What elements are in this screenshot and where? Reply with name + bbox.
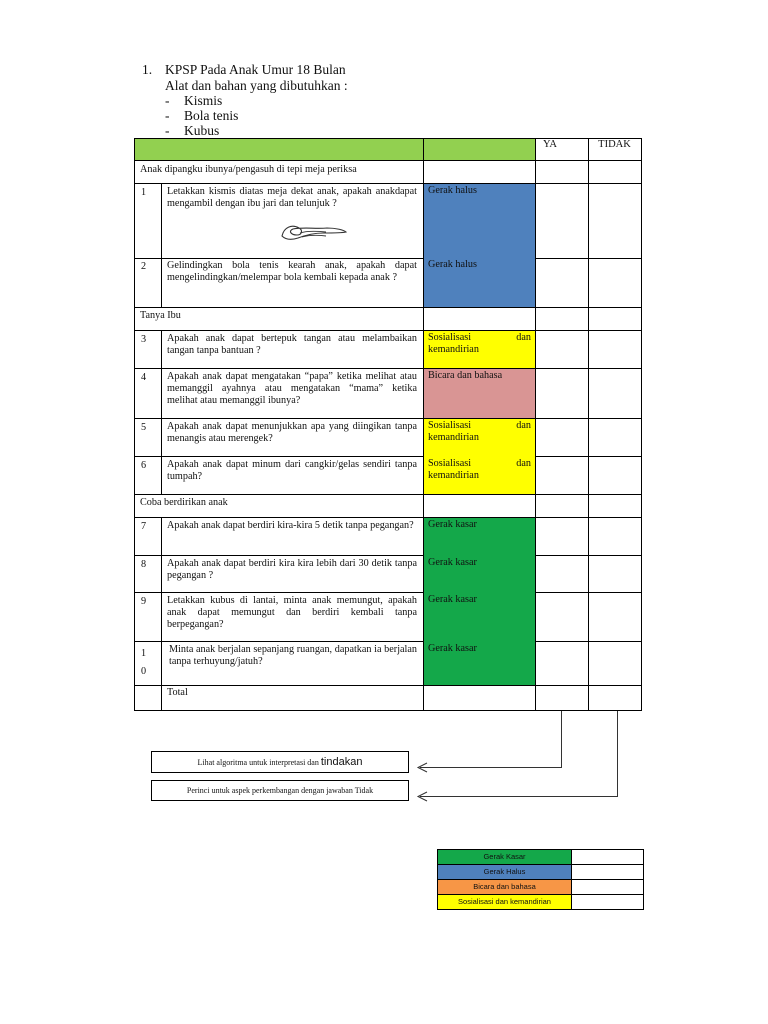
row-number: 6 bbox=[141, 460, 147, 471]
tidak-answer-column[interactable] bbox=[589, 161, 640, 709]
tool-item-bola-tenis: Bola tenis bbox=[184, 108, 239, 123]
domain-label: Gerak kasar bbox=[428, 557, 477, 568]
question-text: Minta anak berjalan sepanjang ruangan, dapatkan ia berjalan tanpa terhuyung/jatuh? bbox=[169, 644, 417, 668]
domain-label: Sosialisasi dan kemandirian bbox=[428, 332, 531, 356]
table-border bbox=[135, 641, 423, 642]
question-text: Apakah anak dapat bertepuk tangan atau melambaikan tangan tanpa bantuan ? bbox=[167, 333, 417, 357]
question-text: Apakah anak dapat mengatakan “papa” ketika melihat atau memanggil ayahnya atau mengatakan “mama” ketika melihat atau memanggil ibunya? bbox=[167, 371, 417, 407]
question-text: Gelindingkan bola tenis kearah anak, apakah dapat mengelindingkan/melempar bola kembali kepada anak ? bbox=[167, 260, 417, 284]
legend-table bbox=[437, 849, 644, 912]
row-number: 4 bbox=[141, 372, 147, 383]
domain-label: Gerak kasar bbox=[428, 594, 477, 605]
legend-bicara-bahasa: Bicara dan bahasa bbox=[437, 879, 572, 895]
table-border bbox=[135, 368, 642, 369]
domain-label: Gerak kasar bbox=[428, 643, 477, 654]
legend-blank bbox=[571, 879, 644, 895]
column-header-tidak: TIDAK bbox=[598, 139, 631, 150]
domain-label: Sosialisasi dan kemandirian bbox=[428, 420, 531, 444]
legend-blank bbox=[571, 894, 644, 910]
note-perinci bbox=[151, 780, 409, 801]
table-border bbox=[423, 138, 424, 711]
table-border bbox=[135, 685, 642, 686]
question-text: Letakkan kismis diatas meja dekat anak, apakah anakdapat mengambil dengan ibu jari dan telunjuk ? bbox=[167, 186, 417, 210]
connector-line bbox=[420, 796, 618, 797]
question-text: Apakah anak dapat minum dari cangkir/gelas sendiri tanpa tumpah? bbox=[167, 459, 417, 483]
table-border bbox=[135, 592, 423, 593]
pinch-grasp-drawing bbox=[276, 218, 352, 246]
connector-line bbox=[420, 767, 562, 768]
arrow-left-icon bbox=[416, 791, 428, 802]
row-number: 2 bbox=[141, 261, 147, 272]
ya-answer-column[interactable] bbox=[536, 161, 587, 709]
legend-gerak-halus: Gerak Halus bbox=[437, 864, 572, 880]
table-border bbox=[135, 160, 642, 161]
total-label: Total bbox=[167, 687, 188, 698]
row-number: 9 bbox=[141, 596, 147, 607]
question-text: Apakah anak dapat berdiri kira-kira 5 detik tanpa pegangan? bbox=[167, 520, 414, 531]
row-number: 8 bbox=[141, 559, 147, 570]
question-text: Apakah anak dapat berdiri kira kira lebih dari 30 detik tanpa pegangan ? bbox=[167, 558, 417, 582]
tools-label: Alat dan bahan yang dibutuhkan : bbox=[165, 78, 348, 93]
table-border bbox=[135, 330, 642, 331]
bullet-dash: - bbox=[165, 93, 170, 108]
table-border bbox=[135, 710, 642, 711]
page-title: KPSP Pada Anak Umur 18 Bulan bbox=[165, 62, 346, 77]
domain-label: Bicara dan bahasa bbox=[428, 370, 503, 381]
legend-sosialisasi: Sosialisasi dan kemandirian bbox=[437, 894, 572, 910]
domain-label: Gerak kasar bbox=[428, 519, 477, 530]
bullet-dash: - bbox=[165, 108, 170, 123]
note-perinci-text: Perinci untuk aspek perkembangan dengan jawaban Tidak bbox=[186, 786, 374, 795]
legend-blank bbox=[571, 849, 644, 865]
table-border bbox=[135, 307, 642, 308]
table-border bbox=[135, 258, 423, 259]
arrow-left-icon bbox=[416, 762, 428, 773]
list-number: 1. bbox=[142, 62, 153, 77]
section-label: Coba berdirikan anak bbox=[140, 497, 228, 508]
bullet-dash: - bbox=[165, 123, 170, 138]
table-border bbox=[161, 183, 162, 308]
tool-item-kubus: Kubus bbox=[184, 123, 220, 138]
table-border bbox=[135, 138, 642, 139]
row-number: 3 bbox=[141, 334, 147, 345]
table-border bbox=[641, 138, 642, 711]
table-border bbox=[135, 517, 642, 518]
table-border bbox=[135, 494, 642, 495]
table-border bbox=[135, 555, 423, 556]
table-header-green bbox=[135, 138, 535, 160]
domain-label: Gerak halus bbox=[428, 259, 477, 270]
domain-label: Gerak halus bbox=[428, 185, 477, 196]
table-border bbox=[135, 183, 642, 184]
domain-label: Sosialisasi dan kemandirian bbox=[428, 458, 531, 482]
table-border bbox=[135, 456, 423, 457]
legend-gerak-kasar: Gerak Kasar bbox=[437, 849, 572, 865]
table-border bbox=[134, 138, 135, 711]
tool-item-kismis: Kismis bbox=[184, 93, 223, 108]
section-label: Anak dipangku ibunya/pengasuh di tepi meja periksa bbox=[140, 164, 357, 175]
row-number: 1 0 bbox=[141, 648, 147, 677]
question-text: Letakkan kubus di lantai, minta anak memungut, apakah anak dapat memungut dan berdiri kembali tanpa berpegangan? bbox=[167, 595, 417, 631]
column-header-ya: YA bbox=[543, 139, 558, 150]
table-border bbox=[535, 138, 536, 711]
row-number: 5 bbox=[141, 422, 147, 433]
connector-line bbox=[561, 711, 562, 767]
note-algoritma-emphasis: tindakan bbox=[320, 756, 363, 768]
legend-blank bbox=[571, 864, 644, 880]
connector-line bbox=[617, 711, 618, 796]
note-algoritma-text: Lihat algoritma untuk interpretasi dan bbox=[197, 758, 321, 767]
table-border bbox=[161, 517, 162, 711]
question-text: Apakah anak dapat menunjukkan apa yang diingikan tanpa menangis atau merengek? bbox=[167, 421, 417, 445]
table-border bbox=[161, 330, 162, 495]
row-number: 1 bbox=[141, 187, 147, 198]
row-number: 7 bbox=[141, 521, 147, 532]
section-label: Tanya Ibu bbox=[140, 310, 181, 321]
table-border bbox=[135, 418, 642, 419]
domain-color-block-gerak-halus bbox=[423, 184, 535, 308]
table-border bbox=[588, 138, 589, 711]
note-algoritma bbox=[151, 751, 409, 773]
